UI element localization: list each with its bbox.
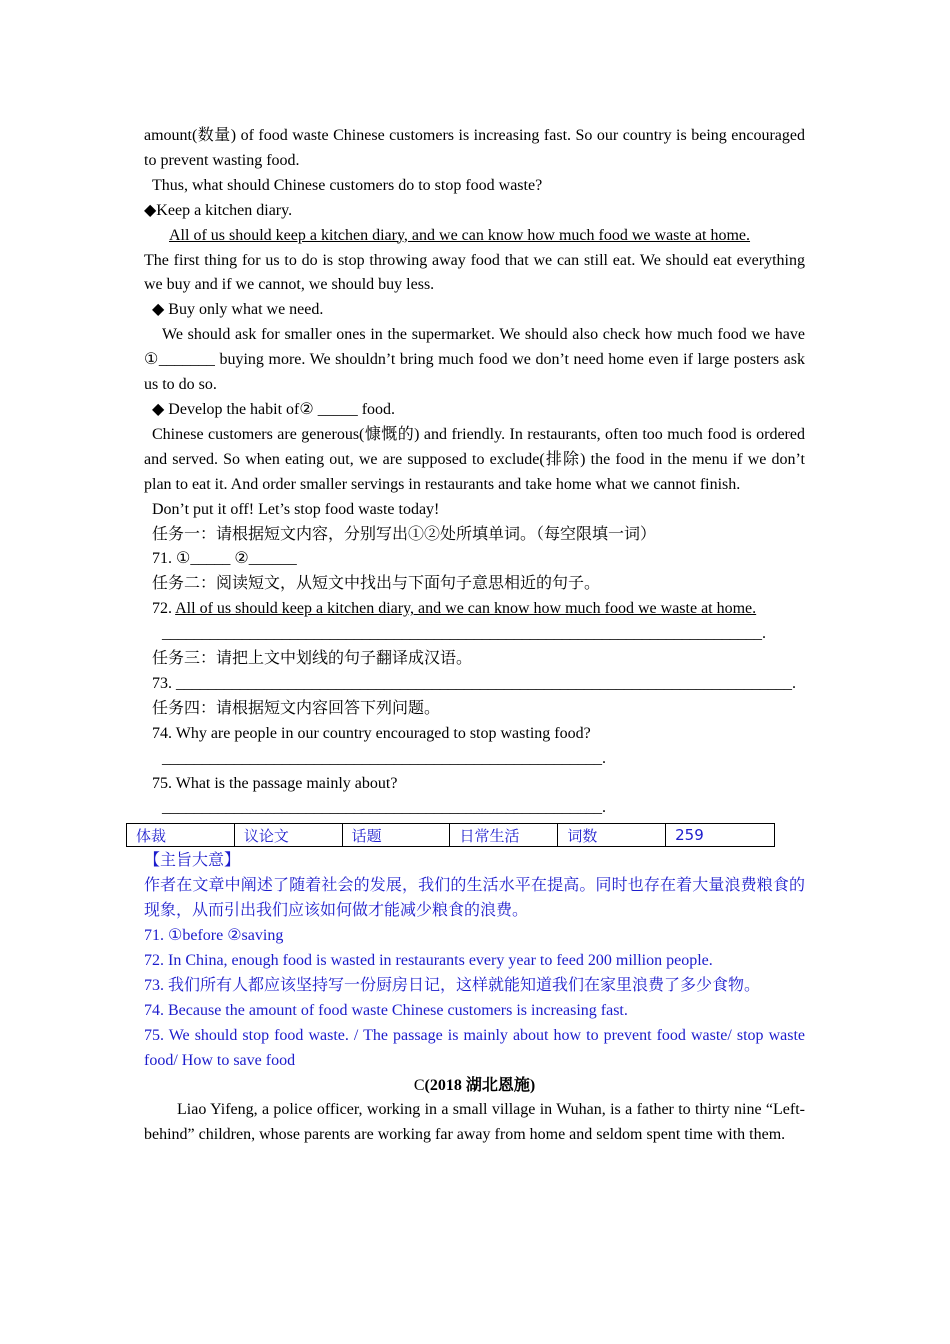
question-72-text: All of us should keep a kitchen diary, and we can know how much food we waste at home.: [175, 600, 757, 618]
passage-heading: ◆ Develop the habit of② _____ food.: [152, 400, 396, 418]
answer-blank: _______________________________________________________.: [162, 749, 606, 767]
answer-heading: 【主旨大意】: [144, 852, 241, 870]
answer-72: 72. In China, enough food is wasted in restaurants every year to feed 200 million people.: [144, 952, 713, 969]
question-number: 72.: [152, 600, 172, 618]
passage-info-table: [126, 823, 775, 847]
table-cell: 259: [666, 824, 775, 847]
answer-73: 73. 我们所有人都应该坚持写一份厨房日记，这样就能知道我们在家里浪费了多少食物。: [144, 976, 761, 994]
section-source: (2018 湖北恩施): [424, 1076, 536, 1094]
question-71: 71. ①_____ ②______: [152, 550, 297, 568]
passage-closing: Don’t put it off! Let’s stop food waste today!: [152, 500, 440, 518]
question-72: [144, 597, 805, 622]
task-instruction: 任务一：请根据短文内容，分别写出①②处所填单词。（每空限填一词）: [152, 525, 657, 543]
passage-heading: ◆Keep a kitchen diary.: [144, 201, 293, 219]
answer-74: 74. Because the amount of food waste Chinese customers is increasing fast.: [144, 1001, 628, 1019]
answer-summary: 作者在文章中阐述了随着社会的发展，我们的生活水平在提高。同时也存在着大量浪费粮食的现象，从而引出我们应该如何做才能减少粮食的浪费。: [144, 877, 805, 920]
question-74: 74. Why are people in our country encouraged to stop wasting food?: [152, 724, 591, 742]
table-cell: 体裁: [127, 824, 235, 847]
passage-paragraph: The first thing for us to do is stop throwing away food that we can still eat. We should eat everything we buy and if we cannot, we should buy less.: [144, 251, 805, 294]
section-label: C: [413, 1076, 425, 1094]
passage-paragraph: Chinese customers are generous(慷慨的) and friendly. In restaurants, often too much food is ordered and served. So when eating out, we are supposed to exclude(排除) the food in the menu if we don’t plan to eat it. And order smaller servings in restaurants and take home what we cannot finish.: [144, 425, 805, 493]
answer-71: 71. ①before ②saving: [144, 927, 284, 945]
answer-blank: _______________________________________________________.: [162, 799, 606, 817]
table-cell: 日常生活: [450, 824, 558, 847]
answer-blank: ___________________________________________________________________________.: [162, 625, 766, 643]
question-75: 75. What is the passage mainly about?: [152, 774, 398, 792]
task-instruction: 任务二：阅读短文，从短文中找出与下面句子意思相近的句子。: [152, 575, 601, 593]
task-instruction: 任务三：请把上文中划线的句子翻译成汉语。: [152, 650, 473, 668]
section-title: [144, 1074, 805, 1099]
passage-paragraph: We should ask for smaller ones in the supermarket. We should also check how much food we have ①_______ buying more. We shouldn’t bring much food we don’t need home even if large posters ask us to do so.: [144, 326, 805, 394]
task-instruction: 任务四：请根据短文内容回答下列问题。: [152, 699, 441, 717]
table-cell: 议论文: [234, 824, 342, 847]
table-cell: 词数: [558, 824, 666, 847]
passage-question: Thus, what should Chinese customers do to stop food waste?: [152, 176, 543, 194]
passage-paragraph: amount(数量) of food waste Chinese customers is increasing fast. So our country is being encouraged to prevent wasting food.: [144, 127, 805, 169]
passage-heading: ◆ Buy only what we need.: [152, 301, 324, 319]
document-page: [136, 124, 805, 1148]
table-cell: 话题: [342, 824, 450, 847]
answer-75: 75. We should stop food waste. / The passage is mainly about how to prevent food waste/ stop waste food/ How to save food: [144, 1026, 805, 1069]
table-row: [127, 824, 775, 847]
question-73: 73. _____________________________________________________________________________.: [152, 674, 796, 692]
underlined-sentence: All of us should keep a kitchen diary, and we can know how much food we waste at home.: [169, 226, 751, 244]
section-c-paragraph: Liao Yifeng, a police officer, working in a small village in Wuhan, is a father to thirty nine “Left-behind” children, whose parents are working far away from home and seldom spent time with them.: [144, 1101, 805, 1144]
